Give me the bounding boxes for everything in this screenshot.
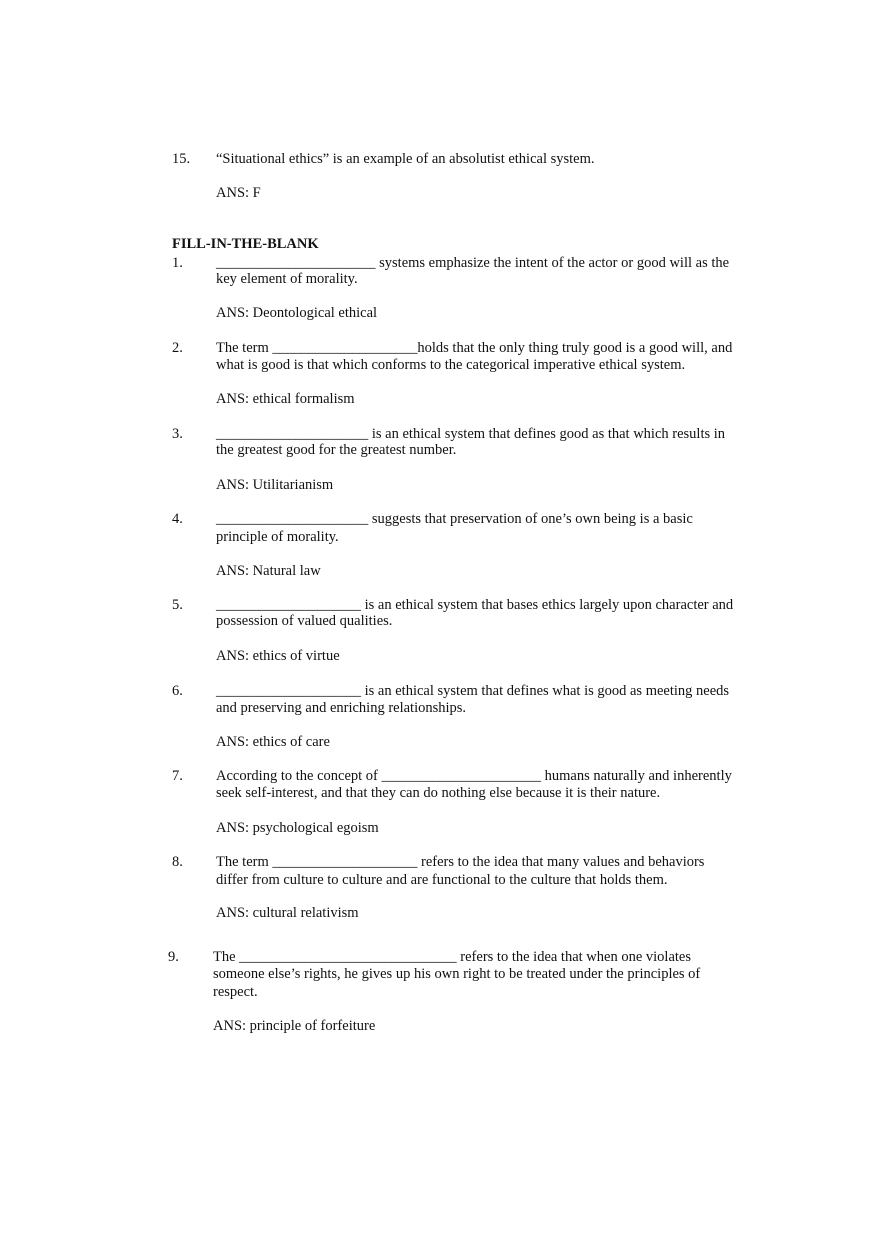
question-line: principle of morality. [216, 529, 339, 545]
question-number: 8. [172, 854, 183, 870]
answer-text: ANS: Utilitarianism [216, 477, 334, 493]
question-line: ____________________ is an ethical system that defines what is good as meeting needs [216, 683, 730, 699]
answer-text: ANS: Deontological ethical [216, 305, 378, 321]
section-heading: FILL-IN-THE-BLANK [172, 236, 319, 252]
question-number: 6. [172, 683, 183, 699]
question-line: The ______________________________ refers to the idea that when one violates [213, 949, 691, 965]
question-line: what is good is that which conforms to the categorical imperative ethical system. [216, 357, 686, 373]
question-line: The term ____________________ refers to the idea that many values and behaviors [216, 854, 705, 870]
question-line: ____________________ is an ethical system that bases ethics largely upon character and [216, 597, 734, 613]
question-number: 3. [172, 426, 183, 442]
answer-text: ANS: ethics of virtue [216, 648, 340, 664]
question-text: “Situational ethics” is an example of an absolutist ethical system. [216, 151, 595, 167]
question-line: _____________________ suggests that preservation of one’s own being is a basic [216, 511, 693, 527]
question-line: possession of valued qualities. [216, 613, 393, 629]
question-number: 2. [172, 340, 183, 356]
question-line: someone else’s rights, he gives up his own right to be treated under the principles of [213, 966, 701, 982]
question-number: 15. [172, 151, 191, 167]
question-number: 5. [172, 597, 183, 613]
question-line: seek self-interest, and that they can do nothing else because it is their nature. [216, 785, 661, 801]
answer-text: ANS: principle of forfeiture [213, 1018, 376, 1034]
question-line: and preserving and enriching relationships. [216, 700, 467, 716]
question-line: respect. [213, 984, 258, 1000]
question-number: 7. [172, 768, 183, 784]
question-line: According to the concept of ______________________ humans naturally and inherently [216, 768, 732, 784]
question-number: 1. [172, 255, 183, 271]
question-number: 4. [172, 511, 183, 527]
question-line: _____________________ is an ethical system that defines good as that which results in [216, 426, 726, 442]
question-line: key element of morality. [216, 271, 358, 287]
question-number: 9. [168, 949, 179, 965]
answer-text: ANS: F [216, 185, 261, 201]
question-line: differ from culture to culture and are functional to the culture that holds them. [216, 872, 668, 888]
question-line: ______________________ systems emphasize the intent of the actor or good will as the [216, 255, 730, 271]
question-line: The term ____________________holds that the only thing truly good is a good will, and [216, 340, 733, 356]
answer-text: ANS: Natural law [216, 563, 321, 579]
answer-text: ANS: psychological egoism [216, 820, 379, 836]
answer-text: ANS: ethics of care [216, 734, 330, 750]
answer-text: ANS: cultural relativism [216, 905, 359, 921]
question-line: the greatest good for the greatest number. [216, 442, 457, 458]
answer-text: ANS: ethical formalism [216, 391, 355, 407]
